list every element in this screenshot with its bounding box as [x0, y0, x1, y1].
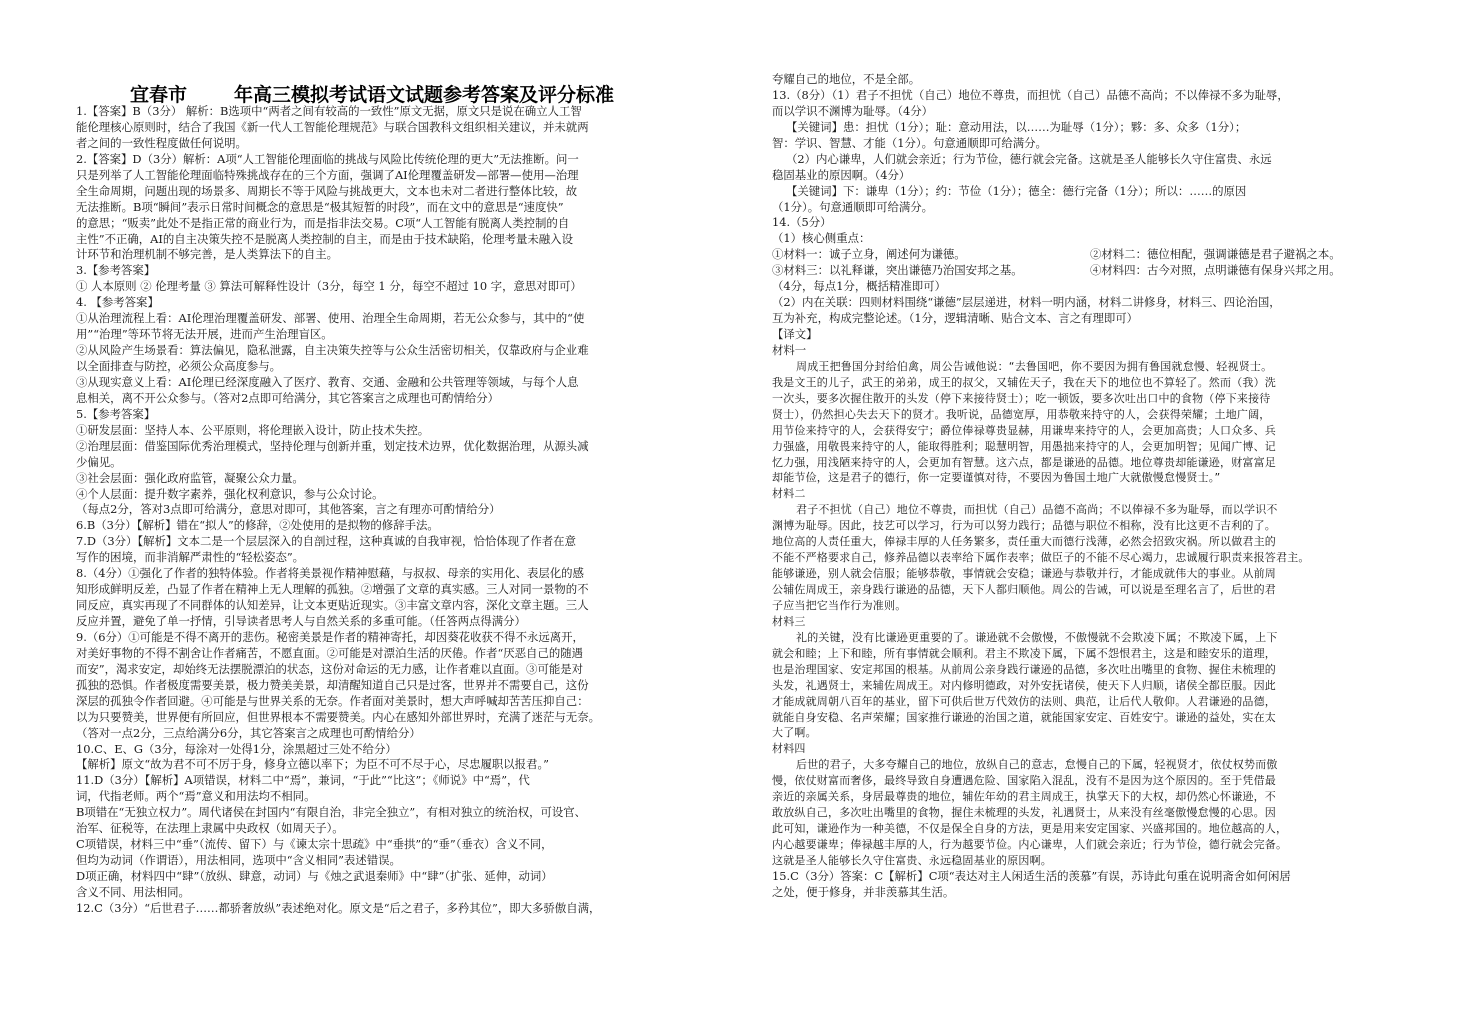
text-line: （1）核心侧重点：	[772, 231, 871, 246]
text-line: 此可知，谦逊作为一种美德，不仅是保全自身的方法，更是用来安定国家、兴盛邦国的。地位越高的人，	[772, 822, 1288, 836]
text-line: 6.B（3分）【解析】错在“拟人”的修辞，②处使用的是拟物的修辞手法。	[76, 518, 439, 533]
text-line-part: ②材料二：德位相配，强调谦德是君子避祸之本。	[1090, 247, 1341, 262]
text-line: 11.D（3分）【解析】A项错误，材料二中“焉”，兼词，“于此”“比这”；《师说》中“焉”，代	[76, 773, 530, 788]
text-line: 全生命周期，问题出现的场景多、周期长不等于风险与挑战更大，文本也未对二者进行整体比较，故	[76, 183, 578, 198]
text-line: 7.D（3分）【解析】文本二是一个层层深入的自剖过程，这种真诚的自我审视，恰恰体现了作者在意	[76, 534, 576, 549]
text-line: 但均为动词（作谓语），用法相同，选项中“含义相同”表述错误。	[76, 853, 401, 868]
text-line: ① 人本原则 ② 伦理考量 ③ 算法可解释性设计（3分，每空 1 分，每空不超过 10 字，意思对即可）	[76, 279, 582, 294]
text-line: 慢，依仗财富而奢侈，最终导致自身遭遇危险、国家陷入混乱，没有不是因为这个原因的。至于凭借最	[772, 774, 1276, 788]
text-line: ③社会层面：强化政府监管，凝聚公众力量。	[76, 470, 304, 485]
text-line: 2.【答案】D（3分）解析：A项“人工智能伦理面临的挑战与风险比传统伦理的更大”无法推断。问一	[76, 151, 579, 166]
text-line	[772, 247, 1412, 263]
text-line: 者之间的一致性程度做任何说明。	[76, 135, 247, 150]
text-line: 忆力强，用浅陋来持守的人，会更加有智慧。这六点，都是谦逊的品德。地位尊贵却能谦逊，财富富足	[772, 455, 1276, 469]
text-line: 10.C、E、G（3分，每涂对一处得1分，涂黑超过三处不给分）	[76, 741, 397, 756]
text-line: 治军、征税等，在法理上隶属中央政权（如周天子）。	[76, 821, 344, 836]
text-line: 头发，礼遇贤士，来辅佐周成王。对内修明德政，对外安抚诸侯，使天下人归顺，诸侯全都臣服。因此	[772, 678, 1276, 692]
text-line: ③从现实意义上看：AI伦理已经深度融入了医疗、教育、交通、金融和公共管理等领域，与每个人息	[76, 374, 579, 389]
text-line: 5.【参考答案】	[76, 406, 156, 421]
text-line: 用节俭来持守的人，会获得安宁；爵位俸禄尊贵显赫，用谦卑来持守的人，会更加高贵；人口众多、兵	[772, 423, 1276, 437]
text-line: 内心越要谦卑；俸禄越丰厚的人，行为越要节俭。内心谦卑，人们就会亲近；行为节俭，德行就会完备。	[772, 838, 1288, 851]
text-line: 写作的困境，而非消解严肃性的“轻松姿态”。	[76, 550, 305, 565]
text-line: 【关键词】下：谦卑（1分）；约：节俭（1分）；德全：德行完备（1分）；所以：……的原因	[786, 183, 1247, 198]
text-line: 力强盛，用敬畏来持守的人，能取得胜利；聪慧明智，用愚拙来持守的人，会更加明智；见闻广博、记	[772, 439, 1276, 453]
text-line: （答对一点2分，三点给满分6分，其它答案言之成理也可酌情给分）	[76, 725, 421, 740]
text-line: （每点2分，答对3点即可给满分，意思对即可，其他答案，言之有理亦可酌情给分）	[76, 502, 501, 517]
text-line: 就能自身安稳、名声荣耀；国家推行谦逊的治国之道，就能国家安定、百姓安宁。谦逊的益处，实在太	[772, 710, 1276, 724]
text-line: 词，代指老师。两个“焉”意义和用法均不相同。	[76, 789, 316, 804]
text-line: 后世的君子，大多夸耀自己的地位，放纵自己的意志，怠慢自己的下属，轻视贤才，依仗权势而傲	[796, 758, 1278, 772]
text-line: ②从风险产生场景看：算法偏见，隐私泄露，自主决策失控等与公众生活密切相关，仅靠政府与企业难	[76, 343, 589, 358]
text-line: 含义不同、用法相同。	[76, 884, 190, 899]
text-line: 4. 【参考答案】	[76, 295, 159, 310]
left-column-lines	[76, 104, 716, 917]
text-line: 14.（5分）	[772, 215, 832, 230]
text-line: 我是文王的儿子，武王的弟弟，成王的叔父，又辅佐天子，我在天下的地位也不算轻了。然而（我）洗	[772, 375, 1276, 389]
text-line: 而安”，渴求安定，却始终无法摆脱漂泊的状态，这份对命运的无力感，让作者难以直面。③可能是对	[76, 661, 584, 676]
text-line: 子应当把它当作行为准则。	[772, 598, 907, 612]
text-line: 却能节俭，这是君子的德行，你一定要谨慎对待，不要因为鲁国土地广大就傲慢怠慢贤士。”	[772, 471, 1221, 485]
text-line: 能伦理核心原则时，结合了我国《新一代人工智能伦理规范》与联合国教科文组织相关建议，并未就两	[76, 119, 589, 134]
text-line: 知形成鲜明反差，凸显了作者在精神上无人理解的孤独。②增强了文章的真实感。三人对同一景物的不	[76, 582, 589, 597]
text-line: 同反应，真实再现了不同群体的认知差异，让文本更贴近现实。③丰富文章内容，深化文章主题。三人	[76, 598, 589, 613]
text-line: 才能成就周朝八百年的基业，留下可供后世万代效仿的法则、典范，让后代人敬仰。人君谦逊的品德，	[772, 694, 1276, 708]
text-line: 互为补充，构成完整论述。（1分，逻辑清晰、贴合文本、言之有理即可）	[772, 311, 1139, 326]
text-line: ①研发层面：坚持人本、公平原则，将伦理嵌入设计，防止技术失控。	[76, 422, 430, 437]
text-line: 礼的关键，没有比谦逊更重要的了。谦逊就不会傲慢，不傲慢就不会欺凌下属；不欺凌下属，上下	[796, 630, 1278, 644]
text-line: 智：学识、智慧、才能（1分）。句意通顺即可给满分。	[772, 135, 1047, 150]
text-line: 息相关，离不开公众参与。（答对2点即可给满分，其它答案言之成理也可酌情给分）	[76, 390, 500, 405]
text-line: 渊博为耻辱。因此，技艺可以学习，行为可以努力践行；品德与职位不相称，没有比这更不吉利的了。	[772, 519, 1276, 533]
text-line: 君子不担忧（自己）地位不尊贵，而担忧（自己）品德不高尚；不以俸禄不多为耻辱，而以学识不	[796, 503, 1278, 517]
text-line: ①从治理流程上看：AI伦理治理覆盖研发、部署、使用、治理全生命周期，若无公众参与，其中的“使	[76, 311, 585, 326]
text-line: 材料四	[772, 742, 806, 756]
text-line	[772, 263, 1412, 279]
text-line: 【解析】原文“故为君不可不厉于身，修身立德以率下；为臣不可不尽于心，尽忠履职以报君。”	[76, 757, 549, 772]
text-line: 稳固基业的原因啊。（4分）	[772, 167, 911, 182]
text-line: 少偏见。	[76, 454, 122, 469]
text-line: 【译文】	[772, 327, 818, 341]
text-line: 材料一	[772, 342, 807, 357]
text-line: 计环节和治理机制不够完善，是人类算法下的自主。	[76, 247, 338, 262]
text-line: 夸耀自己的地位，不是全部。	[772, 72, 921, 86]
text-line: 材料三	[772, 614, 806, 628]
text-line: （2）内心谦卑，人们就会亲近；行为节俭，德行就会完备。这就是圣人能够长久守住富贵、永远	[786, 151, 1272, 166]
text-line: （2）内在关联：四则材料围绕“谦德”层层递进，材料一明内涵，材料二讲修身，材料三、四论治国，	[772, 295, 1281, 310]
text-line: （4分，每点1分，概括精准即可）	[772, 279, 946, 294]
text-line: 而以学识不渊博为耻辱。（4分）	[772, 103, 934, 118]
text-line: 不能不严格要求自己，修养品德以表率给下属作表率；做臣子的不能不尽心竭力，忠诚履行职责来报答君主。	[772, 551, 1310, 565]
text-line: D项正确，材料四中“肆”（放纵、肆意，动词）与《烛之武退秦师》中“肆”（扩张、延伸，动词）	[76, 869, 553, 883]
text-line: 3.【参考答案】	[76, 263, 156, 278]
text-line: 公辅佐周成王，亲身践行谦逊的品德，天下人都归顺他。周公的告诫，可以说是至理名言了，后世的君	[772, 583, 1276, 596]
text-line: 就会和睦；上下和睦，所有事情就会顺利。君主不欺凌下属，下属不怨恨君主，这是和睦安乐的道理，	[772, 646, 1276, 660]
text-line: 这就是圣人能够长久守住富贵、永远稳固基业的原因啊。	[772, 853, 1052, 867]
text-line: 大了啊。	[772, 726, 817, 740]
text-line-part: ①材料一：诚子立身，阐述何为谦德。	[772, 247, 966, 262]
text-line: 8.（4分）①强化了作者的独特体验。作者将美景视作精神慰藉，与叔叔、母亲的实用化、表层化的感	[76, 566, 584, 581]
text-line: 孤独的恐惧。作者极度需要美景，极力赞美美景，却清醒知道自己只是过客，世界并不需要自己，这份	[76, 677, 589, 692]
text-line: 对美好事物的不得不割舍让作者痛苦，不愿直面。②可能是对漂泊生活的厌倦。作者“厌恶自己的随遇	[76, 645, 584, 660]
text-line: 地位高的人责任重大，俸禄丰厚的人任务繁多，责任重大而德行浅薄，必然会招致灾祸。所以做君主的	[772, 535, 1276, 549]
text-line: 亲近的亲属关系，身居最尊贵的地位，辅佐年幼的君主周成王，执掌天下的大权，却仍然心怀谦逊，不	[772, 790, 1276, 804]
text-line: 主性”不正确，AI的自主决策失控不是脱离人类控制的自主，而是由于技术缺陷，伦理考量未融入设	[76, 231, 573, 246]
text-line: 1.【答案】B（3分） 解析：B选项中“两者之间有较高的一致性”原文无据，原文只是说在确立人工智	[76, 104, 582, 118]
text-line: 只是列举了人工智能伦理面临特殊挑战存在的三个方面，强调了AI伦理覆盖研发—部署—使用—治理	[76, 167, 579, 182]
text-line: （1分）。句意通顺即可给满分。	[772, 199, 934, 214]
text-line: ②治理层面：借鉴国际优秀治理模式，坚持伦理与创新并重，划定技术边界，优化数据治理，从源头减	[76, 438, 589, 453]
text-line: 以全面排查与防控，必须公众高度参与。	[76, 359, 282, 373]
text-line: 敢放纵自己，多次吐出嘴里的食物，握住未梳理的头发，礼遇贤士，从来没有丝毫傲慢怠慢的心思。因	[772, 806, 1276, 820]
text-line: 深层的孤独令作者回避。④可能是与世界关系的无奈。作者面对美景时，想大声呼喊却苦苦压抑自己：	[76, 693, 589, 708]
text-line: 贤士），仍然担心失去天下的贤才。我听说，品德宽厚，用恭敬来持守的人，会获得荣耀；土地广阔，	[772, 407, 1271, 421]
text-line: B项错在“无独立权力”。周代诸侯在封国内“有限自治，非完全独立”，有相对独立的统治权，可设官、	[76, 805, 587, 820]
text-line: 【关键词】患：担忧（1分）；耻：意动用法，以……为耻辱（1分）；夥：多、众多（1分）；	[786, 119, 1247, 134]
text-line-part: ④材料四：古今对照，点明谦德有保身兴邦之用。	[1090, 263, 1341, 278]
text-line: 以为只要赞美，世界便有所回应，但世界根本不需要赞美。内心在感知外部世界时，充满了迷茫与无奈。	[76, 709, 600, 724]
title-city: 宜春市	[130, 84, 188, 106]
title-text: 年高三模拟考试语文试题参考答案及评分标准	[234, 84, 615, 106]
text-line: 9.（6分）①可能是不得不离开的悲伤。秘密美景是作者的精神寄托，却因葵花收获不得不永远离开，	[76, 629, 584, 644]
text-line: 用”“治理”等环节将无法开展，进而产生治理盲区。	[76, 327, 333, 342]
text-line: 无法推断。B项“瞬间”表示日常时间概念的意思是“极其短暂的时段”，而在文中的意思是“速度快”	[76, 199, 564, 214]
text-line: 12.C（3分）“后世君子……都骄奢放纵”表述绝对化。原文是“后之君子，多矜其位”，即大多骄傲自满，	[76, 900, 601, 915]
text-line: 13.（8分）（1）君子不担忧（自己）地位不尊贵，而担忧（自己）品德不高尚；不以俸禄不多为耻辱，	[772, 87, 1289, 102]
text-line-part: ③材料三：以礼释谦，突出谦德乃治国安邦之基。	[772, 263, 1023, 278]
right-column-lines	[772, 72, 1412, 901]
text-line: 反应并置，避免了单一抒情，引导读者思考人与自然关系的多重可能。（任答两点得满分）	[76, 614, 526, 628]
text-line: 周成王把鲁国分封给伯禽，周公告诫他说：“去鲁国吧，你不要因为拥有鲁国就怠慢、轻视贤士。	[796, 359, 1273, 373]
document-title	[130, 80, 690, 104]
text-line: 一次头，要多次握住散开的头发（停下来接待贤士）；吃一顿饭，要多次吐出口中的食物（停下来接待	[772, 391, 1271, 405]
text-line: ④个人层面：提升数字素养，强化权利意识，参与公众讨论。	[76, 486, 384, 501]
text-line: 之处，便于修身，并非羡慕其生活。	[772, 884, 955, 899]
text-line: 材料二	[772, 487, 806, 501]
text-line: 的意思；“贩卖”此处不是指正常的商业行为，而是指非法交易。C项“人工智能有脱离人类控制的自	[76, 215, 570, 230]
text-line: 也是治理国家、安定邦国的根基。从前周公亲身践行谦逊的品德，多次吐出嘴里的食物、握住未梳理的	[772, 662, 1276, 676]
text-line: 15.C（3分）答案：C【解析】C项“表达对主人闲适生活的羡慕”有误，苏诗此句重在说明斋舍如何闲居	[772, 868, 1291, 883]
text-line: C项错误，材料三中“垂”（流传、留下）与《谏太宗十思疏》中“垂拱”的“垂”（垂衣）含义不同，	[76, 837, 553, 852]
text-line: 能够谦逊，别人就会信服；能够恭敬，事情就会安稳；谦逊与恭敬并行，才能成就伟大的事业。从前周	[772, 567, 1276, 581]
